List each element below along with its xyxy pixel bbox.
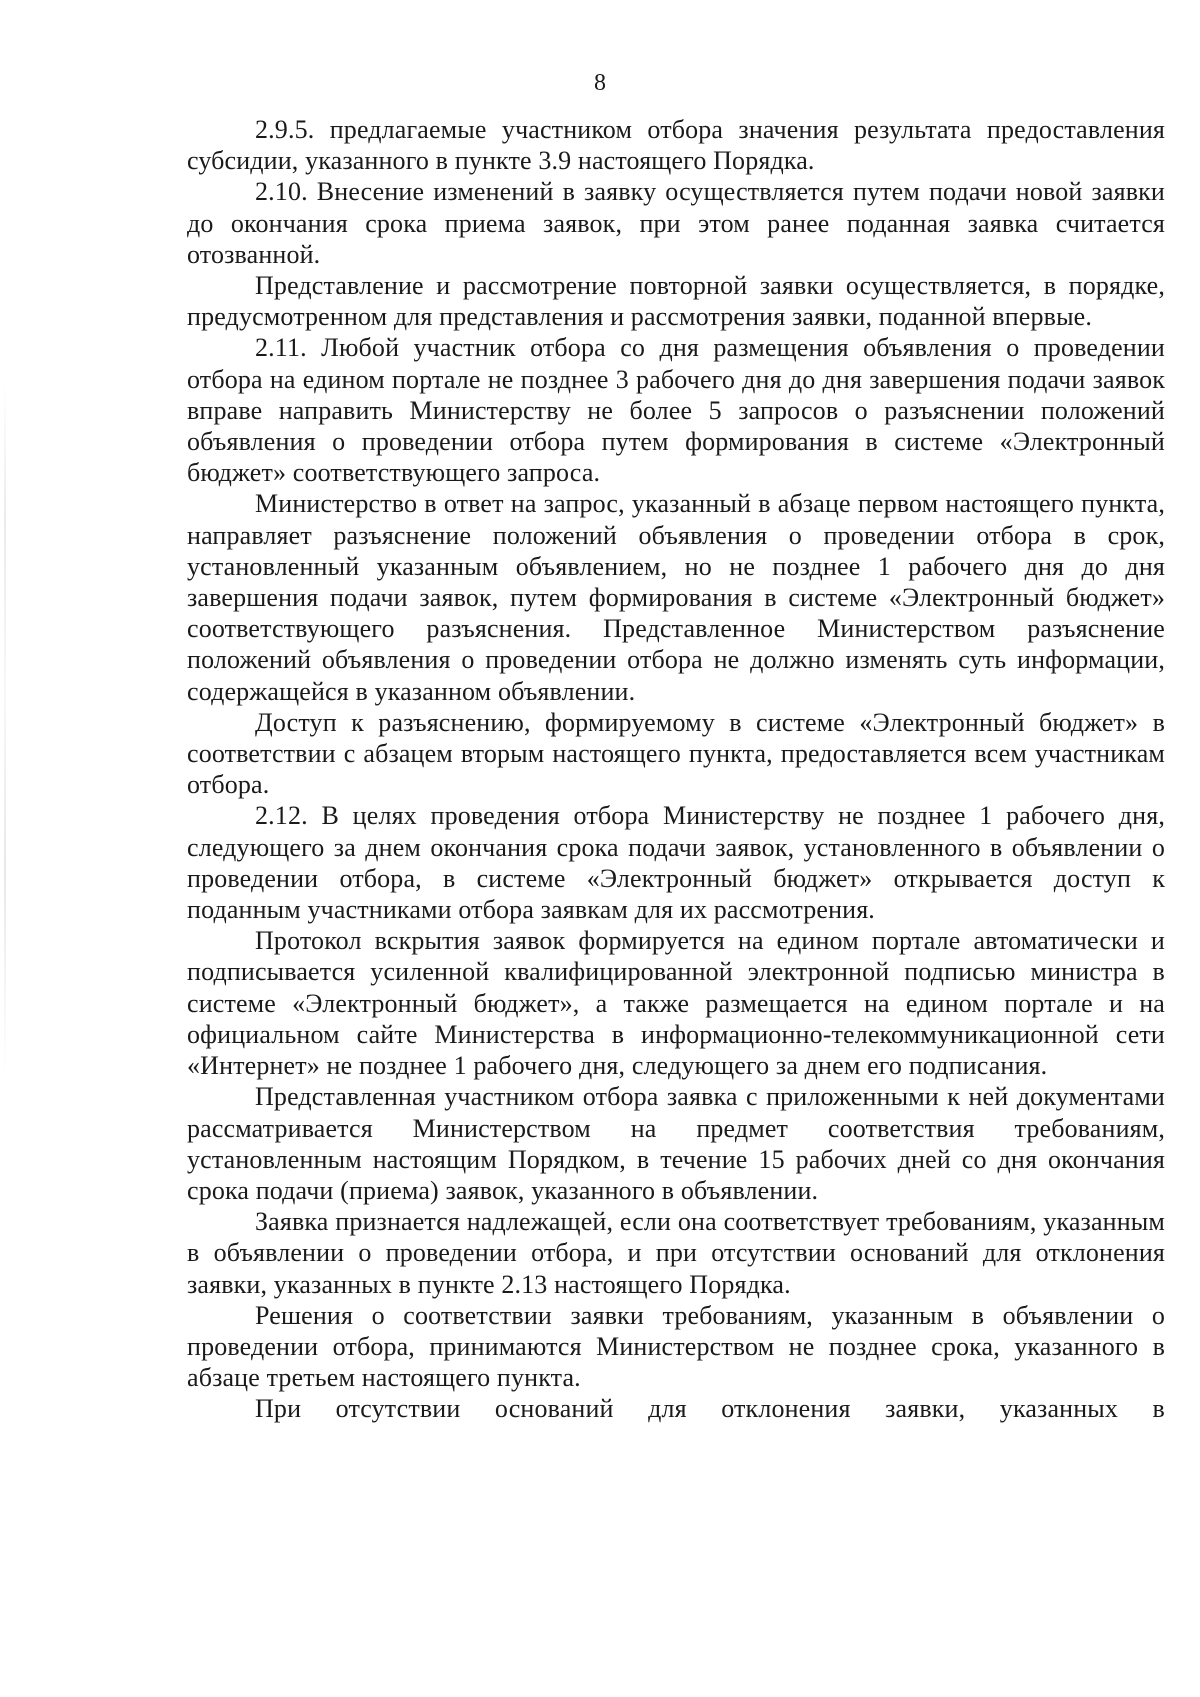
paragraph-proper-application: Заявка признается надлежащей, если она соответствует требованиям, указанным в объявлении о проведении отбора, и при отсутствии оснований для отклонения заявки, указанных в пункте 2.13 настоящего Порядка. (187, 1207, 1165, 1299)
paragraph-compliance-decision: Решения о соответствии заявки требованиям, указанным в объявлении о проведении отбора, принимаются Министерством не позднее срока, указанного в абзаце третьем настоящего пункта. (187, 1300, 1165, 1393)
paragraph-ministry-response: Министерство в ответ на запрос, указанный в абзаце первом настоящего пункта, направляет разъяснение положений объявления о проведении отбора в срок, установленный указанным объявлением, но не позднее 1 рабочего дня до дня завершения подачи заявок, путем формирования в системе «Электронный бюджет» соответствующего разъяснения. Представленное Министерством разъяснение положений объявления о проведении отбора не должно изменять суть информации, содержащейся в указанном объявлении. (187, 489, 1165, 706)
paragraph-no-rejection-grounds: При отсутствии оснований для отклонения заявки, указанных в (255, 1394, 1165, 1424)
paragraph-2-9-5: 2.9.5. предлагаемые участником отбора значения результата предоставления субсидии, указанного в пункте 3.9 настоящего Порядка. (187, 115, 1165, 176)
paragraph-repeat-application: Представление и рассмотрение повторной заявки осуществляется, в порядке, предусмотренном для представления и рассмотрения заявки, поданной впервые. (187, 271, 1165, 332)
paragraph-clarification-access: Доступ к разъяснению, формируемому в системе «Электронный бюджет» в соответствии с абзацем вторым настоящего пункта, предоставляется всем участникам отбора. (187, 707, 1165, 800)
scan-edge-artifact (4, 380, 6, 1080)
document-body (187, 114, 1165, 1425)
paragraph-application-review: Представленная участником отбора заявка с приложенными к ней документами рассматривается Министерством на предмет соответствия требованиям, установленным настоящим Порядком, в течение 15 рабочих дней со дня окончания срока подачи (приема) заявок, указанного в объявлении. (187, 1082, 1165, 1205)
paragraph-2-11: 2.11. Любой участник отбора со дня размещения объявления о проведении отбора на едином портале не позднее 3 рабочего дня до дня завершения подачи заявок вправе направить Министерству не более 5 запросов о разъяснении положений объявления о проведении отбора путем формирования в системе «Электронный бюджет» соответствующего запроса. (187, 333, 1165, 488)
paragraph-2-12: 2.12. В целях проведения отбора Министерству не позднее 1 рабочего дня, следующего за днем окончания срока подачи заявок, установленного в объявлении о проведении отбора, в системе «Электронный бюджет» открывается доступ к поданным участниками отбора заявкам для их рассмотрения. (187, 801, 1165, 925)
paragraph-2-10: 2.10. Внесение изменений в заявку осуществляется путем подачи новой заявки до окончания срока приема заявок, при этом ранее поданная заявка считается отозванной. (187, 177, 1165, 269)
paragraph-opening-protocol: Протокол вскрытия заявок формируется на едином портале автоматически и подписывается усиленной квалифицированной электронной подписью министра в системе «Электронный бюджет», а также размещается на едином портале и на официальном сайте Министерства в информационно-телекоммуникационной сети «Интернет» не позднее 1 рабочего дня, следующего за днем его подписания. (187, 926, 1165, 1081)
page-number: 8 (594, 70, 606, 96)
